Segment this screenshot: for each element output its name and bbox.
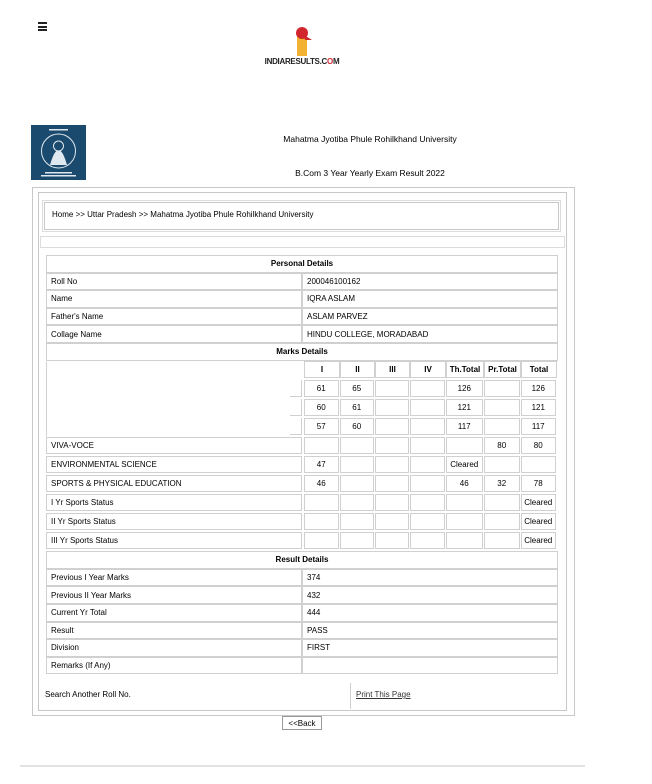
marks-cell — [340, 437, 374, 455]
detail-label: Father's Name — [46, 308, 302, 326]
result-label: Previous I Year Marks — [46, 569, 302, 587]
marks-cell — [484, 513, 520, 531]
exam-title: B.Com 3 Year Yearly Exam Result 2022 — [295, 168, 445, 178]
marks-cell: 78 — [521, 475, 556, 493]
detail-value: IQRA ASLAM — [302, 290, 558, 308]
personal-details-heading: Personal Details — [46, 255, 558, 273]
indiaresults-logo[interactable] — [258, 26, 346, 70]
marks-row-label: ENVIRONMENTAL SCIENCE — [46, 456, 302, 474]
marks-cell — [375, 494, 409, 512]
detail-value: 200046100162 — [302, 273, 558, 291]
marks-cell — [340, 494, 374, 512]
marks-cell: 117 — [446, 418, 483, 436]
marks-column-header: I — [304, 361, 340, 379]
result-value: PASS — [302, 622, 558, 640]
marks-cell — [375, 437, 409, 455]
marks-cell: 126 — [521, 380, 556, 398]
marks-cell — [521, 456, 556, 474]
marks-row-label: VIVA-VOCE — [46, 437, 302, 455]
marks-cell — [340, 475, 374, 493]
logo-text: INDIARESULTS.COM — [264, 57, 340, 66]
marks-column-header: Total — [521, 361, 557, 379]
marks-cell — [410, 532, 445, 550]
marks-cell: 121 — [521, 399, 556, 417]
result-details-heading: Result Details — [46, 551, 558, 569]
detail-label: Roll No — [46, 273, 302, 291]
marks-cell: 126 — [446, 380, 483, 398]
result-label: Result — [46, 622, 302, 640]
result-label: Division — [46, 639, 302, 657]
marks-cell — [410, 418, 445, 436]
marks-details-heading: Marks Details — [46, 343, 558, 361]
result-value: 432 — [302, 586, 558, 604]
detail-label: Name — [46, 290, 302, 308]
marks-cell: 61 — [304, 380, 339, 398]
marks-cell — [304, 437, 339, 455]
university-name: Mahatma Jyotiba Phule Rohilkhand University — [283, 134, 457, 144]
marks-cell — [375, 418, 409, 436]
marks-row-label: SPORTS & PHYSICAL EDUCATION — [46, 475, 302, 493]
marks-cell — [410, 380, 445, 398]
marks-column-header: Pr.Total — [484, 361, 521, 379]
marks-cell — [304, 513, 339, 531]
spacer-box — [40, 236, 565, 248]
marks-cell — [410, 513, 445, 531]
marks-cell — [375, 475, 409, 493]
result-value: 444 — [302, 604, 558, 622]
marks-cell — [304, 494, 339, 512]
menu-icon[interactable] — [38, 22, 47, 33]
result-value: FIRST — [302, 639, 558, 657]
marks-cell: 121 — [446, 399, 483, 417]
marks-cell: 60 — [304, 399, 339, 417]
detail-value: ASLAM PARVEZ — [302, 308, 558, 326]
marks-cell — [304, 532, 339, 550]
marks-cell — [375, 532, 409, 550]
result-value: 374 — [302, 569, 558, 587]
marks-cell: 60 — [340, 418, 374, 436]
marks-cell — [375, 380, 409, 398]
marks-cell — [375, 513, 409, 531]
marks-blank-area — [46, 361, 302, 437]
breadcrumb[interactable]: Home >> Uttar Pradesh >> Mahatma Jyotiba Phule Rohilkhand University — [52, 210, 314, 219]
marks-cell — [410, 475, 445, 493]
marks-cell: Cleared — [521, 494, 556, 512]
marks-cell — [484, 494, 520, 512]
marks-cell — [410, 456, 445, 474]
marks-cell: 80 — [521, 437, 556, 455]
marks-column-header: II — [340, 361, 375, 379]
bottom-divider — [20, 765, 585, 767]
marks-cell: 57 — [304, 418, 339, 436]
marks-cell — [340, 532, 374, 550]
logo-figure-icon — [291, 26, 313, 56]
marks-cell — [410, 437, 445, 455]
marks-cell — [340, 456, 374, 474]
marks-cell — [484, 380, 520, 398]
marks-cell: Cleared — [521, 532, 556, 550]
marks-row-label: III Yr Sports Status — [46, 532, 302, 550]
marks-cell — [375, 399, 409, 417]
marks-cell: 117 — [521, 418, 556, 436]
marks-cell — [446, 513, 483, 531]
search-another-label: Search Another Roll No. — [45, 690, 131, 699]
marks-cell — [484, 456, 520, 474]
marks-cell: 61 — [340, 399, 374, 417]
print-page-link[interactable]: Print This Page — [356, 690, 411, 699]
result-label: Remarks (If Any) — [46, 657, 302, 675]
university-logo — [31, 125, 86, 180]
marks-cell — [484, 418, 520, 436]
marks-cell — [484, 399, 520, 417]
marks-cell: 46 — [304, 475, 339, 493]
detail-label: Collage Name — [46, 325, 302, 343]
result-label: Current Yr Total — [46, 604, 302, 622]
marks-cell — [446, 494, 483, 512]
marks-cell: 32 — [484, 475, 520, 493]
marks-cell: Cleared — [521, 513, 556, 531]
marks-column-header: IV — [410, 361, 446, 379]
marks-cell — [484, 532, 520, 550]
marks-cell — [375, 456, 409, 474]
detail-value: HINDU COLLEGE, MORADABAD — [302, 325, 558, 343]
footer-divider — [350, 683, 351, 709]
marks-column-header: III — [375, 361, 410, 379]
marks-cell — [410, 494, 445, 512]
marks-row-label: II Yr Sports Status — [46, 513, 302, 531]
marks-row-label: I Yr Sports Status — [46, 494, 302, 512]
marks-cell — [446, 437, 483, 455]
marks-cell — [410, 399, 445, 417]
marks-column-header: Th.Total — [446, 361, 484, 379]
marks-cell: 46 — [446, 475, 483, 493]
marks-cell: 65 — [340, 380, 374, 398]
result-label: Previous II Year Marks — [46, 586, 302, 604]
result-value — [302, 657, 558, 675]
back-button[interactable]: <<Back — [282, 716, 322, 730]
marks-cell — [446, 532, 483, 550]
marks-cell: 80 — [484, 437, 520, 455]
marks-cell — [340, 513, 374, 531]
marks-cell: Cleared — [446, 456, 483, 474]
marks-cell: 47 — [304, 456, 339, 474]
